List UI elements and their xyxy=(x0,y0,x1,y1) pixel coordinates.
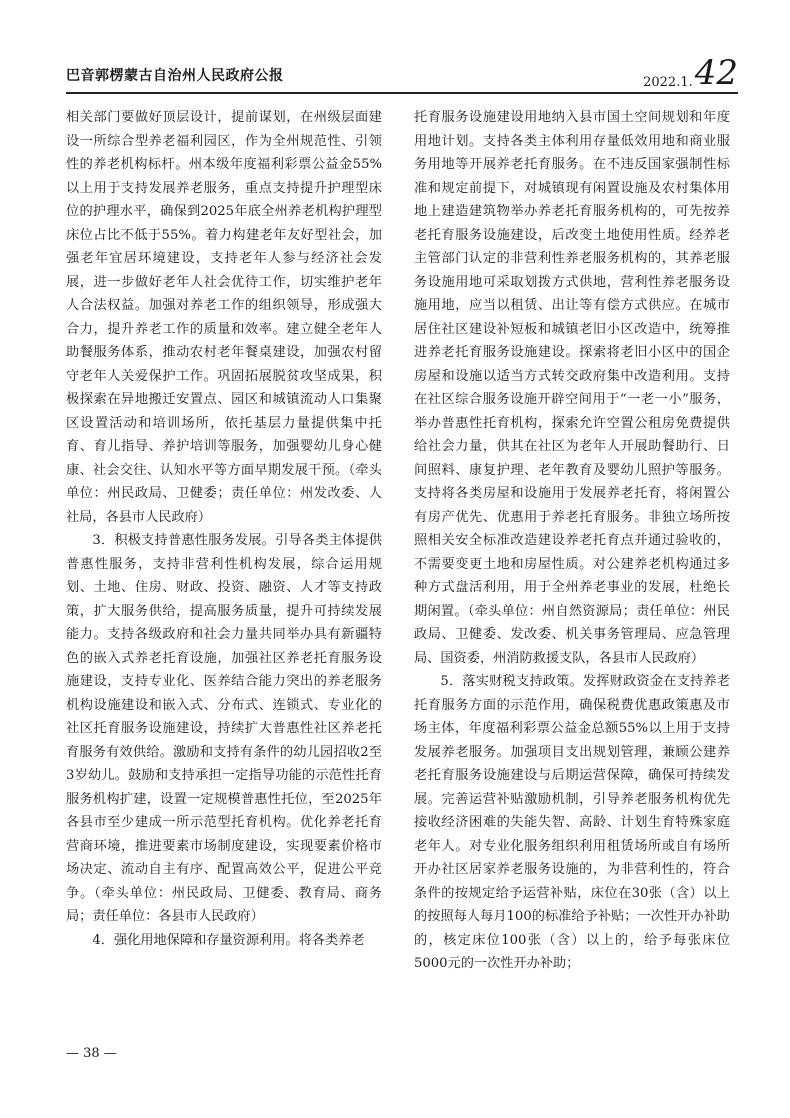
paragraph: 托育服务设施建设用地纳入县市国土空间规划和年度用地计划。支持各类主体利用存量低效用地和商业服务用地等开展养老托育服务。在不违反国家强制性标准和规定前提下，对城镇现有闲置设施及农村集体用地上建造建筑物举办养老托育服务机构的，可先按养老托育服务设施建设，后改变土地使用性质。经养老主管部门认定的非营利性养老服务机构的，其养老服务设施用地可采取划拨方式供地，营利性养老服务设施用地，应当以租赁、出让等有偿方式供应。在城市居住社区建设补短板和城镇老旧小区改造中，统筹推进养老托育服务设施建设。探索将老旧小区中的国企房屋和设施以适当方式转交政府集中改造利用。支持在社区综合服务设施开辟空间用于“一老一小”服务，举办普惠性托育机构，探索允许空置公租房免费提供给社会力量，供其在社区为老年人开展助餐助行、日间照料、康复护理、老年教育及婴幼儿照护等服务。支持将各类房屋和设施用于发展养老托育，将闲置公有房产优先、优惠用于养老托育服务。非独立场所按照相关安全标准改造建设养老托育点并通过验收的，不需要变更土地和房屋性质。对公建养老机构通过多种方式盘活利用，用于全州养老事业的发展，杜绝长期闲置。（牵头单位：州自然资源局；责任单位：州民政局、卫健委、发改委、机关事务管理局、应急管理局、国资委，州消防救援支队，各县市人民政府） xyxy=(414,110,730,666)
issue-date: 2022.1. xyxy=(643,75,693,90)
issue-number: 42 xyxy=(694,53,738,93)
publication-title: 巴音郭楞蒙古自治州人民政府公报 xyxy=(66,68,284,84)
page-number: — 38 — xyxy=(66,1046,117,1061)
header-divider xyxy=(66,92,738,94)
paragraph: 3．积极支持普惠性服务发展。引导各类主体提供普惠性服务，支持非营利性机构发展，综合运用规划、土地、住房、财政、投资、融资、人才等支持政策，扩大服务供给，提高服务质量，提升可持续发展能力。支持各级政府和社会力量共同举办具有新疆特色的嵌入式养老托育设施，加强社区养老托育服务设施建设，支持专业化、医养结合能力突出的养老服务机构设施建设和嵌入式、分布式、连锁式、专业化的社区托育服务设施建设，持续扩大普惠性社区养老托育服务有效供给。激励和支持有条件的幼儿园招收2至3岁幼儿。鼓励和支持承担一定指导功能的示范性托育服务机构扩建，设置一定规模普惠性托位，至2025年各县市至少建成一所示范型托育机构。优化养老托育营商环境，推进要素市场制度建设，实现要素价格市场决定、流动自主有序、配置高效公平，促进公平竞争。（牵头单位：州民政局、卫健委、教育局、商务局；责任单位：各县市人民政府） xyxy=(66,533,382,924)
paragraph: 4．强化用地保障和存量资源利用。将各类养老 xyxy=(92,932,365,948)
paragraph: 相关部门要做好顶层设计，提前谋划，在州级层面建设一所综合型养老福利园区，作为全州规范性、引领性的养老机构标杆。州本级年度福利彩票公益金55%以上用于支持发展养老服务，重点支持提升护理型床位的护理水平，确保到2025年底全州养老机构护理型床位占比不低于55%。着力构建老年友好型社会，加强老年宜居环境建设，支持老年人参与经济社会发展，进一步做好老年人社会优待工作，切实维护老年人合法权益。加强对养老工作的组织领导，形成强大合力，提升养老工作的质量和效率。建立健全老年人助餐服务体系，推动农村老年餐桌建设，加强农村留守老年人关爱保护工作。巩固拓展脱贫攻坚成果，积极探索在异地搬迁安置点、园区和城镇流动人口集聚区设置活动和培训场所，依托基层力量提供集中托育、育儿指导、养护培训等服务，加强婴幼儿身心健康、社会交往、认知水平等方面早期发展干预。（牵头单位：州民政局、卫健委；责任单位：州发改委、人社局，各县市人民政府） xyxy=(66,110,382,525)
page-header xyxy=(66,50,738,93)
left-column xyxy=(66,106,382,1066)
paragraph: 5．落实财税支持政策。发挥财政资金在支持养老托育服务方面的示范作用，确保税费优惠政策惠及市场主体，年度福利彩票公益金总额55%以上用于支持发展养老服务。加强项目支出规划管理，兼顾公建养老托育服务设施建设与后期运营保障，确保可持续发展。完善运营补贴激励机制，引导养老服务机构优先接收经济困难的失能失智、高龄、计划生育特殊家庭老年人。对专业化服务组织利用租赁场所或自有场所开办社区居家养老服务设施的，为非营利性的，符合条件的按规定给予运营补贴，床位在30张（含）以上的按照每人每月100的标准给予补贴；一次性开办补助的，核定床位100张（含）以上的，给予每张床位5000元的一次性开办补助； xyxy=(414,674,730,971)
right-column xyxy=(414,106,730,1066)
issue-info xyxy=(643,53,738,93)
